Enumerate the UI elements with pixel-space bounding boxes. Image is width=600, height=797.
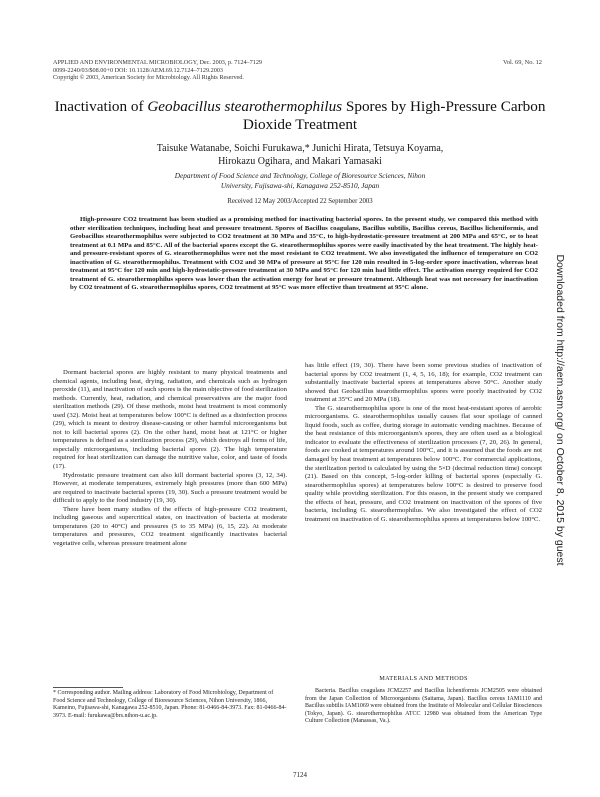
download-watermark-text: Downloaded from http://aem.asm.org/ on October 8, 2015 by guest	[554, 254, 566, 566]
affiliation	[110, 171, 490, 190]
body-paragraph: has little effect (19, 30). There have been some previous studies of inactivation of bacterial spores by CO2 treatment (1, 4, 5, 16, 18); for example, CO2 treatment can substantially inactivate bacterial spores at temperatures above 50°C. Another study showed that Geobacillus stearothermophilus spores were poorly inactivated by CO2 treatment at 35°C and 20 MPa (18).	[305, 362, 542, 404]
affiliation-line-2: University, Fujisawa-shi, Kanagawa 252-8510, Japan	[220, 180, 380, 190]
body-paragraph: Hydrostatic pressure treatment can also kill dormant bacterial spores (3, 12, 34). However, at moderate temperatures, extremely high pressures (more than 600 MPa) are required to inactivate bacterial spores (19, 30). Such a pressure treatment would be difficult to apply to the food industry (19, 30).	[53, 471, 287, 505]
journal-line: APPLIED AND ENVIRONMENTAL MICROBIOLOGY, Dec. 2003, p. 7124–7129	[53, 59, 263, 66]
author-list	[60, 142, 540, 168]
journal-header	[53, 59, 433, 82]
body-paragraph: Dormant bacterial spores are highly resistant to many physical treatments and chemical agents, including heat, drying, radiation, and chemicals such as hydrogen peroxide (11), and inactivation of such spores is the main objective of food sterilization methods. Currently, heat, radiation, and chemical preservatives are the major food sterilization methods (29). Of these methods, moist heat treatment is most commonly used (32). Moist heat at temperatures below 100°C is defined as a disinfection process (29), which is meant to destroy disease-causing or other harmful microorganisms but not to kill bacterial spores (2). On the other hand, moist heat at 121°C or higher temperatures is defined as a sterilization process (29), which destroys all forms of life, especially microorganisms, including bacterial spores (2). The high temperature required for heat sterilization can damage the nutritive value, color, and taste of foods (17).	[53, 369, 287, 471]
body-paragraph: The G. stearothermophilus spore is one of the most heat-resistant spores of aerobic microorganisms. G. stearothermophilus usually causes flat sour spoilage of canned liquid foods, such as coffee, during storage in automatic vending machines. Because of the heat resistance of this microorganism's spores, they are often used as a biological indicator to evaluate the effectiveness of sterilization processes (7, 20, 26). In general, foods are cooked at temperatures around 100°C, and it is assumed that the foods are not damaged by heat treatment at temperatures below 100°C. For commercial applications, the sterilization period is calculated by using the 5×D (decimal reduction time) concept (21). Based on this concept, 5-log-order killing of bacterial spores (especially G. stearothermophilus spores) at temperatures below 100°C is desired to preserve food quality while providing sterilization. For this reason, in the present study we compared the effects of heat, pressure, and CO2 treatment on inactivation of the spores of five bacteria, including G. stearothermophilus. We also investigated the effect of CO2 treatment on inactivation of G. stearothermophilus spores at temperatures below 100°C.	[305, 404, 542, 523]
page-number: 7124	[293, 771, 307, 779]
volume-number: Vol. 69, No. 12	[503, 59, 542, 66]
methods-bacteria-paragraph: Bacteria. Bacillus coagulans JCM2257 and Bacillus licheniformis JCM2505 were obtained from the Japan Collection of Microorganisms (Saitama, Japan). Bacillus cereus IAM1110 and Bacillus subtilis IAM1069 were obtained from the Institute of Molecular and Cellular Biosciences (Tokyo, Japan). G. stearothermophilus ATCC 12980 was obtained from the American Type Culture Collection (Manassas, Va.).	[305, 688, 542, 724]
footnote-divider	[53, 687, 123, 688]
download-watermark	[551, 190, 569, 630]
authors-line-2: Hirokazu Ogihara, and Makari Yamasaki	[218, 156, 382, 167]
abstract: High-pressure CO2 treatment has been studied as a promising method for inactivating bacterial spores. In the present study, we compared this method with other sterilization techniques, including heat and pressure treatment. Spores of Bacillus coagulans, Bacillus subtilis, Bacillus cereus, Bacillus licheniformis, and Geobacillus stearothermophilus were subjected to CO2 treatment at 30 MPa and 35°C, to high-hydrostatic-pressure treatment at 200 MPa and 65°C, or to heat treatment at 0.1 MPa and 85°C. All of the bacterial spores except the G. stearothermophilus spores were easily inactivated by the heat treatment. The highly heat- and pressure-resistant spores of G. stearothermophilus were not the most resistant to CO2 treatment. We also investigated the influence of temperature on CO2 inactivation of G. stearothermophilus. Treatment with CO2 and 30 MPa of pressure at 95°C for 120 min resulted in 5-log-order spore inactivation, whereas heat treatment at 95°C for 120 min and high-hydrostatic-pressure treatment at 30 MPa and 95°C for 120 min had little effect. The activation energy required for CO2 treatment of G. stearothermophilus spores was lower than the activation energy for heat or pressure treatment. Although heat was not necessary for inactivation by CO2 treatment of G. stearothermophilus spores, CO2 treatment at 95°C was more effective than treatment at 95°C alone.	[70, 216, 538, 292]
body-paragraph: There have been many studies of the effects of high-pressure CO2 treatment, including gaseous and supercritical states, on inactivation of bacteria at moderate temperatures (20 to 40°C) and pressures (5 to 35 MPa) (6, 15, 22). At moderate temperatures and pressures, CO2 treatment significantly inactivates bacterial vegetative cells, whereas pressure treatment alone	[53, 505, 287, 547]
article-title	[40, 98, 560, 134]
body-left-column	[53, 369, 287, 548]
received-accepted-dates: Received 12 May 2003/Accepted 22 September 2003	[227, 198, 373, 205]
authors-line-1: Taisuke Watanabe, Soichi Furukawa,* Junichi Hirata, Tetsuya Koyama,	[156, 143, 444, 154]
affiliation-line-1: Department of Food Science and Technology, College of Bioresource Sciences, Nihon	[174, 171, 426, 180]
body-right-column	[305, 362, 542, 524]
title-prefix: Inactivation of	[54, 98, 148, 115]
section-heading-materials-methods: MATERIALS AND METHODS	[379, 675, 468, 682]
title-suffix: Spores by High-Pressure Carbon Dioxide Treatment	[242, 98, 546, 133]
corresponding-author-footnote: * Corresponding author. Mailing address: Laboratory of Food Microbiology, Department of Food Science and Technology, College of Bioresource Sciences, Nihon University, 1866, Kameino, Fujisawa-shi, Kanagawa 252-8510, Japan. Phone: 81-0466-84-3973. Fax: 81-0466-84-3973. E-mail: furukawa@brs.nihon-u.ac.jp.	[53, 690, 287, 719]
title-organism: Geobacillus stearothermophilus	[147, 98, 343, 115]
issn-doi-line: 0099-2240/03/$08.00+0 DOI: 10.1128/AEM.69.12.7124–7129.2003	[53, 66, 223, 74]
copyright-line: Copyright © 2003, American Society for Microbiology. All Rights Reserved.	[53, 74, 244, 82]
